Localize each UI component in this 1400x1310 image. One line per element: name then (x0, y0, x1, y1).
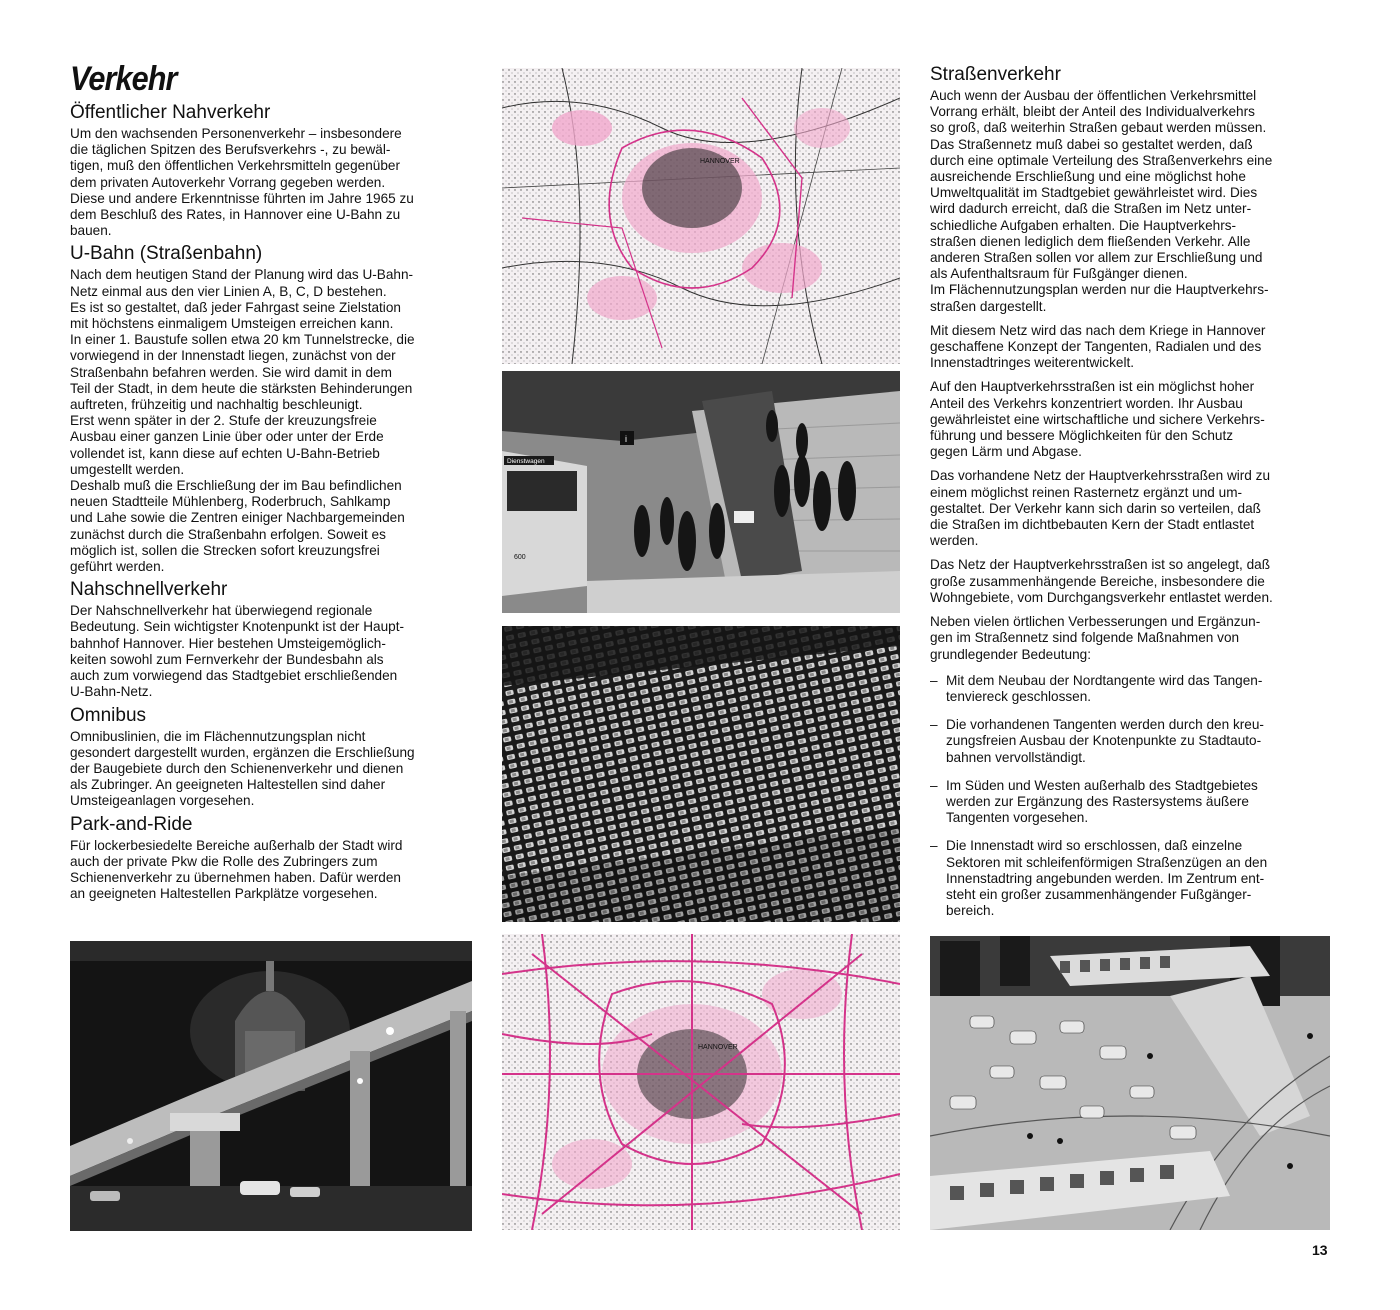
section-heading: Nahschnellverkehr (70, 579, 228, 601)
street-traffic-trams-photo (930, 936, 1330, 1230)
section-paragraph: Omnibuslinien, die im Flächennutzungsplan nicht gesondert dargestellt wurden, ergänzen die Erschließung der Baugebiete durch den Schienenverkehr und dienen als Zubringer. An geeigneten Haltestellen sind daher Umsteigeanlagen vorgesehen. (70, 728, 415, 809)
list-item: – Im Süden und Westen außerhalb des Stadtgebietes werden zur Ergänzung des Rastersystems äußere Tangenten vorgesehen. (930, 778, 1332, 827)
subway-station-photo (502, 371, 900, 613)
section-paragraph: Um den wachsenden Personenverkehr – insbesondere die täglichen Spitzen des Berufsverkehrs -, zu bewäl- tigen, muß den öffentlichen Verkehrsmitteln gegenüber dem privaten Autoverkehr Vorrang gegeben werden. Diese und andere Erkenntnisse führten im Jahre 1965 zu dem Beschluß des Rates, in Hannover eine U-Bahn zu bauen. (70, 126, 414, 239)
section-paragraph: Mit diesem Netz wird das nach dem Kriege in Hannover geschaffene Konzept der Tangenten, Radialen und des Innenstadtringes weiterentwickelt. (930, 322, 1266, 371)
section-paragraph: Der Nahschnellverkehr hat überwiegend regionale Bedeutung. Sein wichtigster Knotenpunkt ist der Haupt- bahnhof Hannover. Hier bestehen Umsteigemöglich- keiten sowohl zum Fernverkehr der Bundesbahn als auch zum vorwiegend das Stadtgebiet erschließenden U-Bahn-Netz. (70, 603, 405, 700)
land-use-map-top-image (502, 68, 900, 364)
section-paragraph: Das Netz der Hauptverkehrsstraßen ist so angelegt, daß große zusammenhängende Bereiche, insbesondere die Wohngebiete, vom Durchgangsverkehr entlastet werden. (930, 557, 1273, 605)
section-heading: Park-and-Ride (70, 813, 193, 835)
tram-number: 600 (514, 554, 526, 561)
list-item: – Die vorhandenen Tangenten werden durch den kreu- zungsfreien Ausbau der Knotenpunkte zu Stadtauto- bahnen vervollständigt. (930, 717, 1332, 766)
page-number: 13 (1312, 1242, 1328, 1258)
list-item: – Die Innenstadt wird so erschlossen, daß einzelne Sektoren mit schleifenförmigen Straßenzügen an den Innenstadtring angebunden werden. Im Zentrum ent- steht ein großer zusammenhängender Fußgänger- bereich. (930, 838, 1332, 919)
map-label: HANNOVER (698, 1044, 738, 1051)
section-heading: Omnibus (70, 704, 147, 726)
page-title: Verkehr (70, 60, 177, 98)
parking-lot-aerial-photo (502, 626, 900, 922)
section-nahschnellverkehr (70, 579, 472, 700)
left-column (70, 60, 472, 906)
section-paragraph: Nach dem heutigen Stand der Planung wird das U-Bahn- Netz einmal aus den vier Linien A, B, C, D bestehen. Es ist so gestaltet, daß jeder Fahrgast seine Zielstation mit höchstens einmaligem Umsteigen erreichen kann. In einer 1. Baustufe sollen etwa 20 km Tunnelstrecke, die vorwiegend in der Innenstadt liegen, zunächst von der Straßenbahn befahren werden. Sie wird damit in dem Teil der Stadt, in dem heute die stärksten Behinderungen auftreten, frühzeitig und nachhaltig beschleunigt. Erst wenn später in der 2. Stufe der kreuzungsfreie Ausbau einer ganzen Linie über oder unter der Erde vollendet ist, kann diese auf echten U-Bahn-Betrieb umgestellt werden. Deshalb muß die Erschließung der im Bau befindlichen neuen Stadtteile Mühlenberg, Roderbruch, Sahlkamp und Lahe sowie die Zentren einiger Nachbargemeinden zunächst durch die Straßenbahn erfolgen. Soweit es möglich ist, sollen die Strecken sofort kreuzungsfrei geführt werden. (70, 267, 415, 575)
section-omnibus (70, 705, 472, 810)
section-oeffentlicher-nahverkehr (70, 102, 472, 239)
elevated-railway-night-photo (70, 941, 472, 1231)
info-sign: i (625, 434, 627, 444)
tram-destination-sign: Dienstwagen (507, 458, 545, 465)
section-heading: U-Bahn (Straßenbahn) (70, 243, 263, 265)
section-heading-strassenverkehr: Straßenverkehr (930, 64, 1061, 85)
section-paragraph: Das vorhandene Netz der Hauptverkehrsstraßen wird zu einem möglichst reinen Rasternetz ergänzt und um- gestaltet. Der Verkehr kann sich darin so verteilen, daß die Straßen im dichtbebauten Kern der Stadt entlastet werden. (930, 468, 1271, 549)
section-paragraph: Auch wenn der Ausbau der öffentlichen Verkehrsmittel Vorrang erhält, bleibt der Anteil des Individualverkehrs so groß, daß weiterhin Straßen gebaut werden müssen. Das Straßennetz muß dabei so gestaltet werden, daß durch eine optimale Verteilung des Straßenverkehrs eine ausreichende Erschließung und eine möglichst hohe Umweltqualität im Stadtgebiet gewährleistet wird. Dies wird dadurch erreicht, daß die Straßen im Netz unter- schiedliche Aufgaben erhalten. Die Hauptverkehrs- straßen dienen lediglich dem fließenden Verkehr. Alle anderen Straßen sollen vor allem zur Erschließung und als Aufenthaltsraum für Fußgänger dienen. Im Flächennutzungsplan werden nur die Hauptverkehrs- straßen dargestellt. (930, 88, 1273, 314)
map-label: HANNOVER (700, 158, 740, 165)
section-u-bahn (70, 243, 472, 575)
section-paragraph: Neben vielen örtlichen Verbesserungen und Ergänzun- gen im Straßennetz sind folgende Maßnahmen von grundlegender Bedeutung: (930, 614, 1261, 662)
right-column (930, 60, 1332, 931)
section-paragraph: Auf den Hauptverkehrsstraßen ist ein möglichst hoher Anteil des Verkehrs konzentriert worden. Ihr Ausbau gewährleistet eine wirtschaftliche und sichere Verkehrs- führung und bessere Möglichkeiten für den Schutz gegen Lärm und Abgase. (930, 379, 1265, 460)
measures-list (930, 673, 1332, 920)
road-network-map-image (502, 934, 900, 1230)
section-paragraph: Für lockerbesiedelte Bereiche außerhalb der Stadt wird auch der private Pkw die Rolle des Zubringers zum Schienenverkehr zu übernehmen haben. Dafür werden an geeigneten Haltestellen Parkplätze vorgesehen. (70, 837, 403, 902)
section-heading: Öffentlicher Nahverkehr (70, 102, 271, 123)
list-item: – Mit dem Neubau der Nordtangente wird das Tangen- tenviereck geschlossen. (930, 673, 1332, 705)
section-park-and-ride (70, 814, 472, 903)
